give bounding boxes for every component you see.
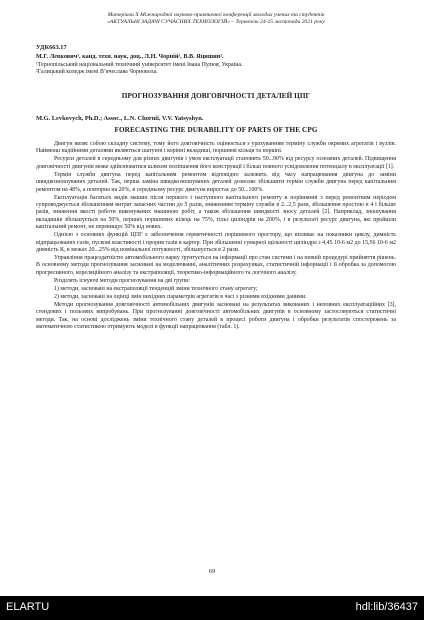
title-en: FORECASTING THE DURABILITY OF PARTS OF THE CPG bbox=[114, 126, 318, 134]
paragraph: Методи прогнозування довговічності автомобільних двигунів засновані на результатах виконаних і неповних експлуатаційних [3], стендових і польових випробувань. При прогнозуванні довговічності автомобільних двигунів в основному застосовуються статистичні методи. Так, на основі досліджень зміни технічного стану деталей в процесі роботи двигуна і обробки результатів спостережень за математичною статистикою отримують моделі в функції напрацювання (табл. 1). bbox=[36, 301, 396, 331]
footer-repo-name: ELARTU bbox=[6, 601, 50, 613]
udk-code: УДК663.17 bbox=[36, 44, 67, 51]
title-ua: ПРОГНОЗУВАННЯ ДОВГОВІЧНОСТІ ДЕТАЛЕЙ ЦПГ bbox=[121, 92, 311, 100]
paragraph: Експлуатація багатьох видів машин після першого і наступного капітального ремонту в порівнянні з перед ремонтним періодом супроводжується збільшенням витрат запасних частин до 5 разів, зниженням терміну служби в 2...2,5 рази, збільшення простою в 4 і більше разів, зниження якості роботи виконуваних машиною робіт, а також збільшення швидкості зносу деталей [2]. Наприклад, зношування вкладишів збільшується на 50%, перших поршневих кілець на 75%, гільз циліндрів на 200%, і в результаті ресурс двигуна, які пройшли капітальний ремонт, не перевищує 50% від нових. bbox=[36, 194, 396, 231]
paragraph: Двигун являє собою складну систему, тому його довговічність оцінюється з урахуванням терміну служби окремих агрегатів і вузлів. Найменш надійними деталями являються шатунні і корінні вкладиші, поршневі кільця та поршні. bbox=[36, 141, 396, 155]
footer-handle: hdl:lib/36437 bbox=[355, 601, 418, 613]
header-line-1: Матеріали X Міжнародної науково-практичної конференції молодих учених та студентів bbox=[107, 12, 325, 18]
list-item-2: 2) методи, засновані на оцінці змін вихідних параметрів агрегатів в часі з різними вхідними даними. bbox=[54, 293, 307, 300]
list-item-1: 1) методи, засновані на екстраполяції тенденцій зміни технічного стану агрегату; bbox=[54, 285, 258, 292]
authors-ua: М.Г. Левкович¹, канд. техн. наук, доц., Л.Н. Чорній², В.В. Яцишин². bbox=[36, 53, 224, 60]
conference-header bbox=[36, 12, 396, 26]
article-body bbox=[36, 141, 396, 332]
page-number: 69 bbox=[208, 568, 216, 575]
paragraph: Розділять існуючі методи прогнозування на дві групи: bbox=[54, 277, 190, 284]
paragraph: Однією з основних функцій ЦПГ є забезпечення герметичності поршневого простору, що впливає на показники циклу, димність відпрацьованих газів, пускові властивості і прорив газів в картер. При збільшенні сумарної щільності циліндра з 4,45 10-6 м2 до 15,56 10-6 м2 димність К, в межах 20...25% від номінальної потужності, збільшується в 2 рази. bbox=[36, 232, 396, 254]
affiliation-1: ¹Тернопільський національний технічний університет імені Івана Пулюя, Україна. bbox=[36, 62, 243, 68]
paragraph: Термін служби двигуна перед капітальним ремонтом відповідно залежить від часу напрацювання двигуна до заміни швидкозношуваних деталей. Так, перша заміна швидкозношуваних деталей дозволяє збільшити термін служби двигуна перед капітальним ремонтом на 48%, а повторна на 20%, в середньому ресурс двигуна виростає до 50...100%. bbox=[36, 171, 396, 193]
authors-en: M.G. Levkovych, Ph.D.; Assoc., L.N. Chornii, V.V. Yatsyshyn. bbox=[36, 115, 204, 122]
affiliation-2: ²Галицький коледж імені В’ячеслава Чорновола. bbox=[36, 69, 158, 75]
paragraph: Управління працездатністю автомобільного парку ґрунтується на інформації про стан системи і на певній процедурі прийняття рішень. В основному методи прогнозування засновані на моделюванні, аналітичних розрахунках, статистичній інформації і її обробка за допомогою прогресивного, кореляційного аналізу та екстраполяції, теоретико-інформаційного та логічного аналізу. bbox=[36, 255, 396, 276]
paragraph: Ресурси деталей в середньому для різних двигунів і умов експлуатації становить 50...90% від ресурсу основних деталей. Підвищення довговічності двигунів може здійснюватися шляхом поліпшення його конструкції і більш повного усвідомлення потенціалу в експлуатації [1]. bbox=[36, 156, 396, 170]
repository-footer bbox=[0, 596, 424, 620]
header-line-2: «АКТУАЛЬНІ ЗАДАЧІ СУЧАСНИХ ТЕХНОЛОГІЙ» – Тернопіль 24-25 листопада 2021 року bbox=[107, 19, 325, 25]
